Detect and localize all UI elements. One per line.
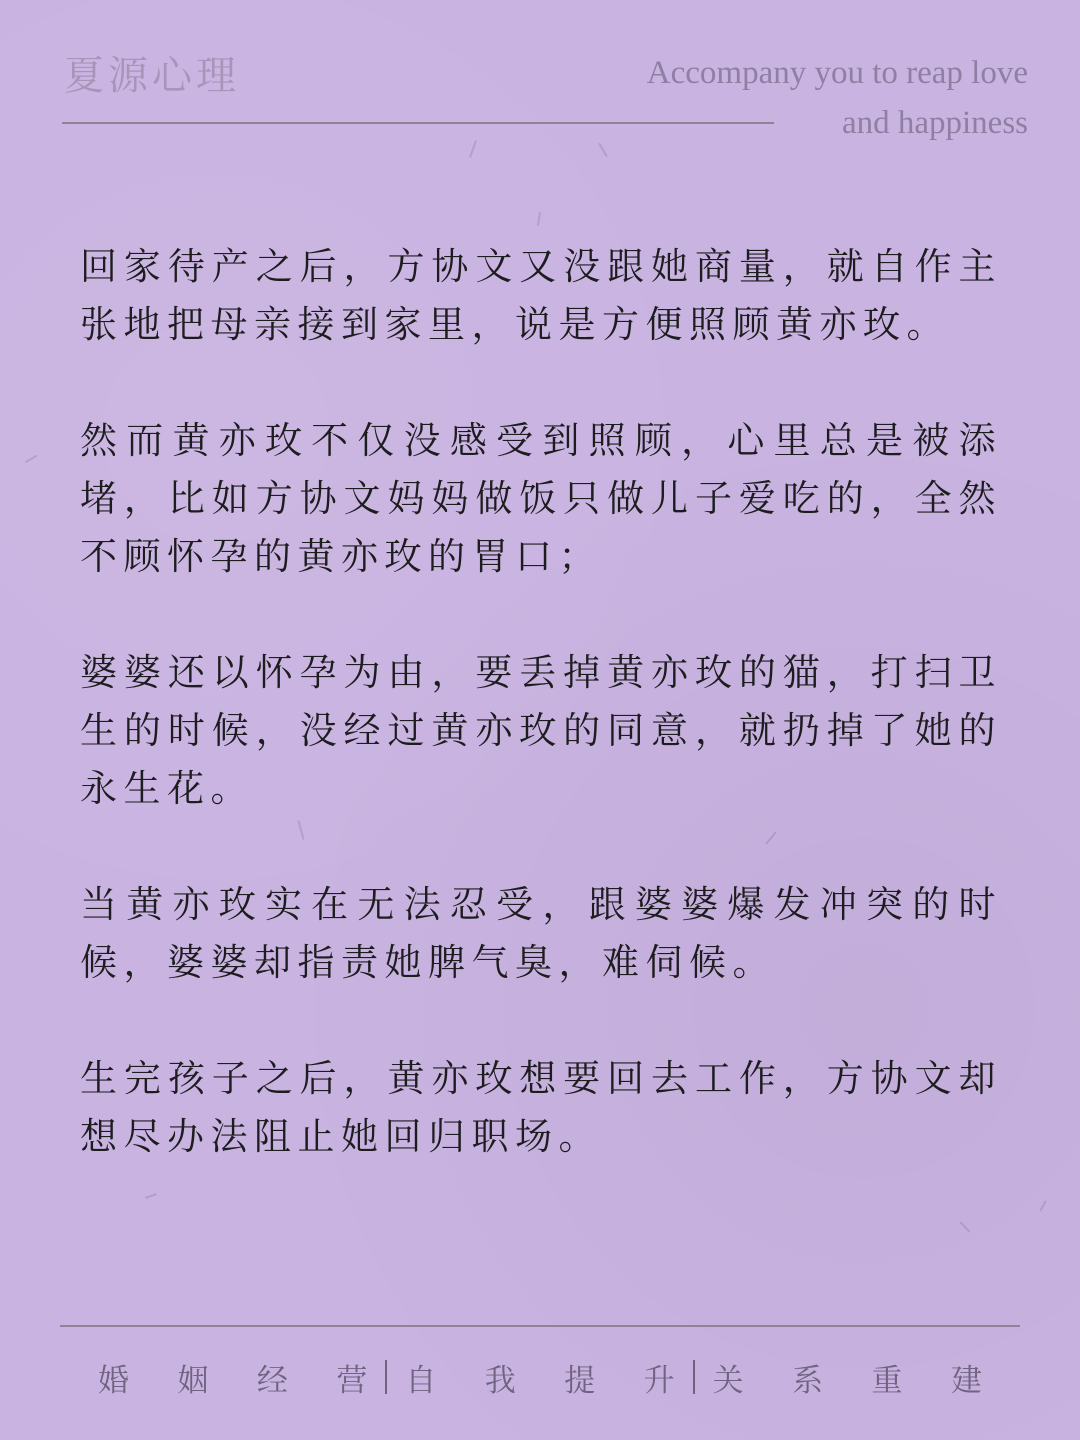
footer-char: 姻 [177,1362,209,1399]
paragraph: 当黄亦玫实在无法忍受，跟婆婆爆发冲突的时候，婆婆却指责她脾气臭，难伺候。 [80,883,1002,984]
footer-char: 系 [792,1362,824,1399]
footer-char: 自 [405,1362,437,1399]
header-divider [62,122,774,124]
footer-char: 提 [564,1362,596,1399]
tagline-line-1: Accompany you to reap love [646,55,1028,91]
footer-char: 重 [871,1362,903,1399]
footer-char: 关 [712,1362,744,1399]
footer-tag-marriage [80,1355,385,1400]
tagline-line-2: and happiness [841,105,1028,141]
paragraph: 婆婆还以怀孕为由，要丢掉黄亦玫的猫，打扫卫生的时候，没经过黄亦玫的同意，就扔掉了她的永生花。 [80,651,1002,810]
footer-tag-relationship-rebuild [695,1355,1000,1400]
paragraph: 生完孩子之后，黄亦玫想要回去工作，方协文却想尽办法阻止她回归职场。 [80,1057,1002,1158]
footer-char: 建 [950,1362,982,1399]
tagline [588,48,1028,148]
footer-char: 婚 [98,1362,129,1399]
footer-char: 升 [643,1362,675,1399]
footer-char: 经 [256,1362,288,1399]
footer-char: 我 [484,1362,516,1399]
footer-divider [60,1325,1020,1327]
article-body [80,238,1002,1224]
paragraph: 回家待产之后，方协文又没跟她商量，就自作主张地把母亲接到家里，说是方便照顾黄亦玫。 [80,245,1002,346]
footer-tags [80,1352,1000,1402]
footer-char: 营 [336,1362,368,1399]
brand-name: 夏源心理 [64,53,240,99]
paragraph: 然而黄亦玫不仅没感受到照顾，心里总是被添堵，比如方协文妈妈做饭只做儿子爱吃的，全然不顾怀孕的黄亦玫的胃口； [80,419,1002,578]
footer-tag-self-improvement [387,1355,692,1400]
